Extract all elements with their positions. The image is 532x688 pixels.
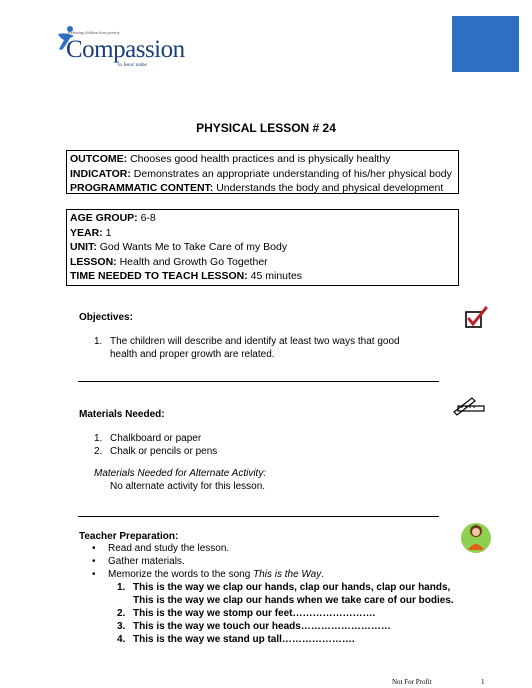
list-item-text: This is the way we touch our heads……………………… (133, 621, 391, 632)
pencil-ruler-icon (452, 396, 486, 416)
outcome-label: OUTCOME: (70, 153, 128, 165)
footer-note: Not For Profit (392, 678, 432, 686)
lesson-info-box (66, 209, 459, 286)
age-group-row (70, 211, 455, 226)
objectives-item-line2: health and proper growth are related. (110, 349, 275, 360)
compassion-logo (50, 24, 185, 69)
logo-tagline: Releasing children from poverty (68, 30, 120, 35)
list-item: • Gather materials. (92, 556, 185, 567)
checkbox-check-icon (464, 306, 488, 330)
memorize-prefix: Memorize the words to the song (108, 569, 254, 580)
age-group-value: 6-8 (140, 212, 156, 224)
indicator-row (70, 167, 455, 182)
objectives-heading: Objectives: (79, 312, 133, 323)
list-item-text: This is the way we stomp our feet……………………. (133, 608, 376, 619)
list-item (117, 581, 454, 594)
list-item-number: 2. (117, 608, 126, 619)
alternate-materials-heading: Materials Needed for Alternate Activity: (94, 468, 267, 479)
list-item (117, 607, 454, 620)
year-row (70, 226, 455, 241)
objectives-item-line1: The children will describe and identify at least two ways that good (110, 336, 400, 347)
year-label: YEAR: (70, 226, 103, 239)
list-item-text: Read and study the lesson. (108, 543, 230, 554)
list-item-number: 4. (117, 634, 126, 645)
list-item-number: 1. (117, 582, 126, 593)
song-lines (117, 581, 454, 646)
list-item-number: 1. (94, 433, 103, 444)
time-label: TIME NEEDED TO TEACH LESSON: (70, 270, 248, 282)
time-value: 45 minutes (250, 270, 303, 282)
logo-name: Compassion (66, 36, 185, 63)
programmatic-value: Understands the body and physical development (216, 182, 444, 194)
lesson-row (70, 255, 455, 270)
list-item-text: This is the way we clap our hands, clap our hands, clap our hands, (133, 582, 451, 593)
list-item-number: 3. (117, 621, 126, 632)
blue-color-block (452, 16, 519, 72)
programmatic-label: PROGRAMMATIC CONTENT: (70, 182, 214, 194)
page-title: PHYSICAL LESSON # 24 (196, 121, 336, 135)
list-item-continuation: This is the way we clap our hands when we take care of our bodies. (133, 595, 454, 606)
materials-list (94, 432, 217, 458)
list-item (117, 620, 454, 633)
outcome-box (66, 150, 459, 194)
materials-heading: Materials Needed: (79, 409, 165, 420)
divider-objectives (78, 381, 439, 382)
unit-row (70, 240, 455, 255)
list-item: • Memorize the words to the song This is the Way. (92, 569, 325, 580)
song-title: This is the Way (253, 569, 322, 580)
teacher-figure-icon (460, 520, 492, 556)
logo-subtitle: in Jesus' name (118, 63, 147, 68)
list-item-text: Chalkboard or paper (110, 433, 202, 444)
year-value: 1 (105, 226, 112, 239)
alternate-materials-text: No alternate activity for this lesson. (110, 481, 266, 492)
teacher-prep-heading: Teacher Preparation: (79, 531, 179, 542)
divider-materials (78, 516, 439, 517)
age-group-label: AGE GROUP: (70, 212, 138, 224)
memorize-suffix: . (321, 569, 325, 580)
outcome-value: Chooses good health practices and is physically healthy (130, 153, 391, 165)
list-item-text: Gather materials. (108, 556, 185, 567)
unit-value: God Wants Me to Take Care of my Body (99, 241, 288, 253)
time-row (70, 269, 455, 284)
list-item-text: Chalk or pencils or pens (110, 446, 218, 457)
objectives-item (94, 335, 434, 361)
list-item (117, 633, 454, 646)
list-item (94, 432, 217, 445)
unit-label: UNIT: (70, 241, 97, 253)
list-item-text: This is the way we stand up tall…………………. (133, 634, 355, 645)
outcome-row (70, 152, 455, 167)
indicator-label: INDICATOR: (70, 167, 131, 180)
lesson-value: Health and Growth Go Together (119, 255, 268, 268)
lesson-label: LESSON: (70, 255, 117, 268)
objectives-item-number: 1. (94, 336, 103, 347)
programmatic-row (70, 181, 455, 196)
page-number: 1 (481, 678, 485, 686)
list-item (94, 445, 217, 458)
list-item-number: 2. (94, 446, 103, 457)
indicator-value: Demonstrates an appropriate understanding of his/her physical body (133, 167, 452, 180)
teacher-prep-list (92, 542, 324, 581)
list-item: • Read and study the lesson. (92, 543, 230, 554)
